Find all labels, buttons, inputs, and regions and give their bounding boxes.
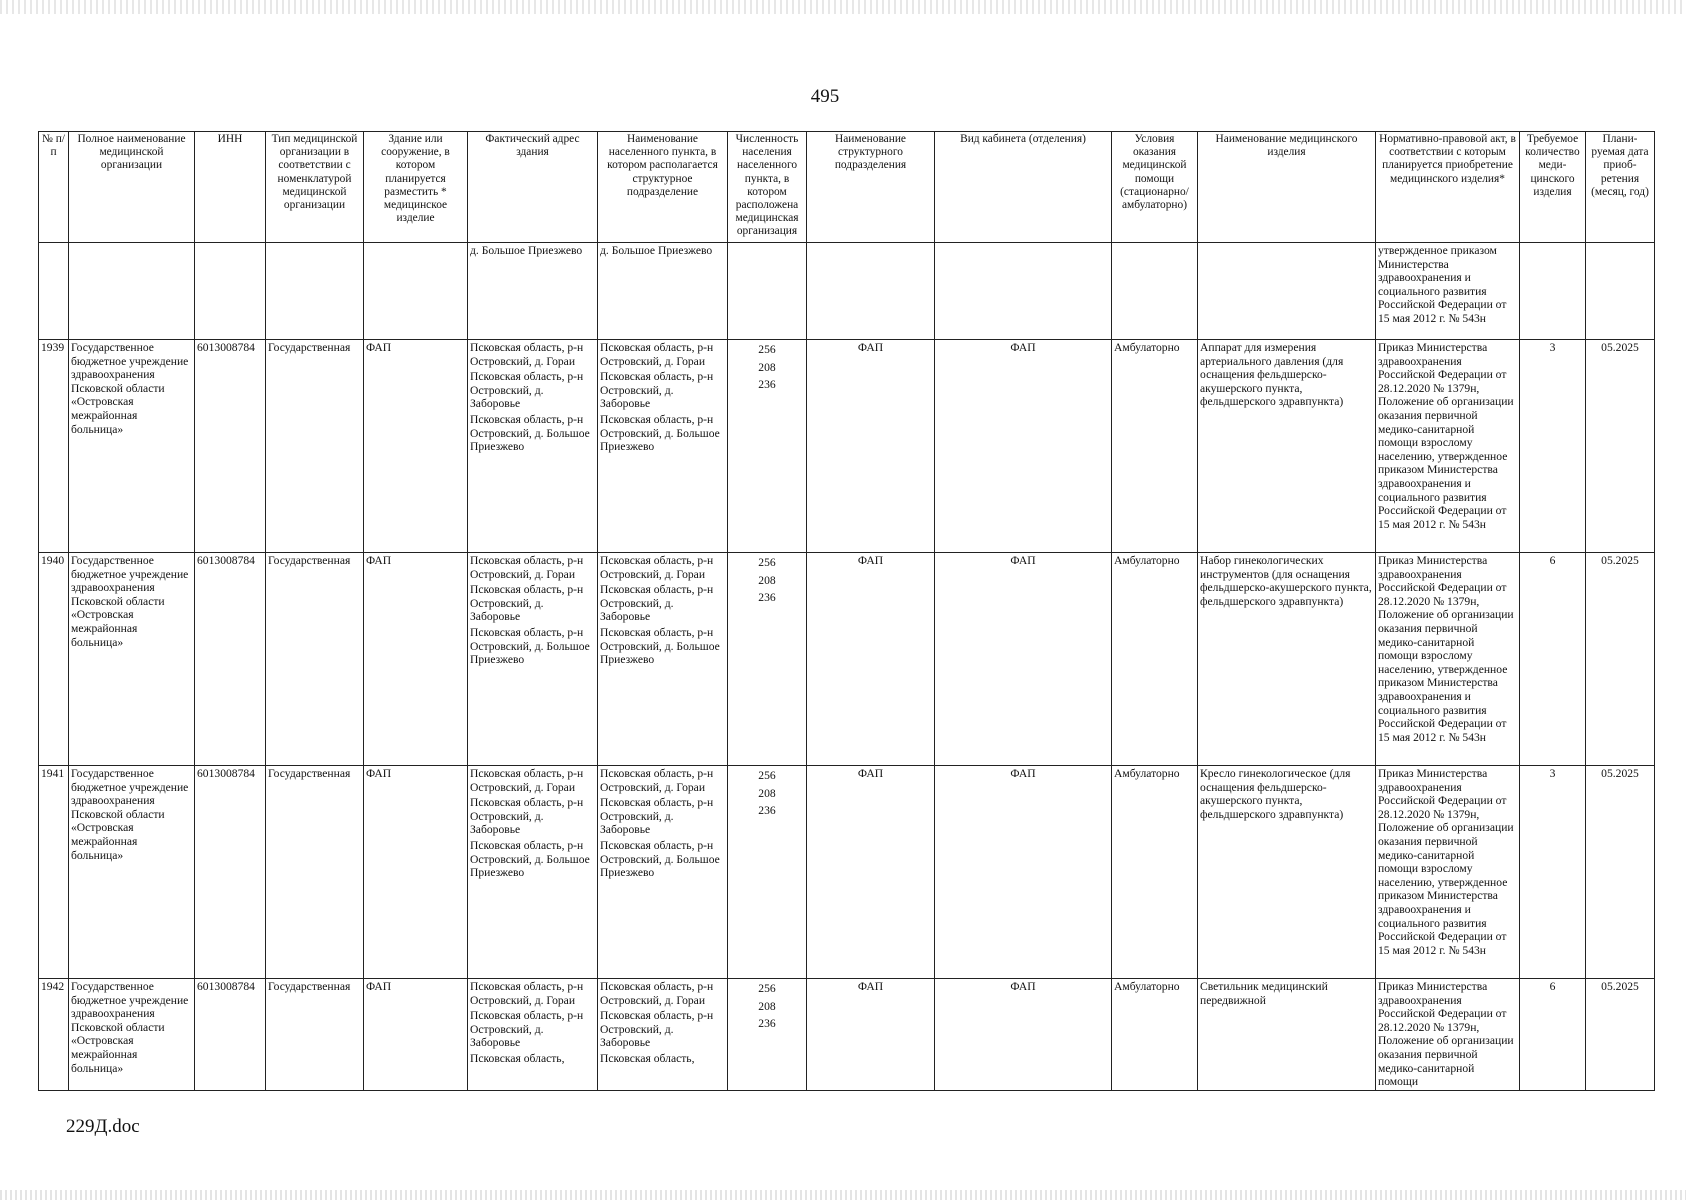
cell-unit: ФАП	[807, 766, 935, 979]
cell-conditions: Амбулаторно	[1112, 553, 1198, 766]
table-row	[39, 340, 1655, 553]
cell-quantity: 6	[1520, 979, 1586, 1091]
address-item: Псковская область, р-н Островский, д. Заборовье	[470, 583, 584, 624]
cell-inn	[195, 243, 266, 340]
cell-unit: ФАП	[807, 340, 935, 553]
table-row	[39, 766, 1655, 979]
column-header: № п/п	[39, 132, 69, 243]
cell-num: 1939	[39, 340, 69, 553]
table-header	[39, 132, 1655, 243]
settlement-item: Псковская область, р-н Островский, д. Гораи	[600, 341, 714, 368]
procurement-table	[38, 131, 1655, 1091]
column-header: Наименование медицинского изделия	[1198, 132, 1376, 243]
cell-settlement	[598, 766, 728, 979]
column-header: Наименование населенного пункта, в котором располагается структурное подразделение	[598, 132, 728, 243]
cell-address	[468, 340, 598, 553]
column-header: Здание или сооружение, в котором планируется разместить * медицинское изделие	[364, 132, 468, 243]
cell-address	[468, 979, 598, 1091]
population-value: 236	[758, 804, 776, 817]
cell-date: 05.2025	[1586, 340, 1655, 553]
cell-type: Государственная	[266, 553, 364, 766]
cell-legal-act: Приказ Министерства здравоохранения Российской Федерации от 28.12.2020 № 1379н, Положение об организации оказания первичной медико-санитарной помощи взрослому населению, утвержденное приказом Министерства здравоохранения и социального развития Российской Федерации от 15 мая 2012 г. № 543н	[1376, 553, 1520, 766]
cell-legal-act: Приказ Министерства здравоохранения Российской Федерации от 28.12.2020 № 1379н, Положение об организации оказания первичной медико-санитарной помощи	[1376, 979, 1520, 1091]
scan-edge-bottom	[0, 1190, 1686, 1200]
address-item: Псковская область,	[470, 1051, 565, 1065]
settlement-item: Псковская область, р-н Островский, д. Большое Приезжево	[600, 412, 720, 454]
column-header: ИНН	[195, 132, 266, 243]
population-value: 256	[758, 982, 776, 995]
cell-settlement	[598, 553, 728, 766]
population-value: 208	[758, 573, 776, 587]
column-header: Условия оказания медицинской помощи (стационарно/ амбулаторно)	[1112, 132, 1198, 243]
settlement-item: Псковская область, р-н Островский, д. Большое Приезжево	[600, 838, 720, 880]
cell-type: Государственная	[266, 766, 364, 979]
cell-cabinet: ФАП	[935, 979, 1112, 1091]
column-header: Нормативно-правовой акт, в соответствии с которым планируется приобретение медицинского изделия*	[1376, 132, 1520, 243]
cell-cabinet: ФАП	[935, 553, 1112, 766]
population-value: 208	[758, 786, 776, 800]
population-value: 236	[758, 591, 776, 604]
population-value: 236	[758, 1017, 776, 1030]
cell-settlement	[598, 979, 728, 1091]
continuation-row	[39, 243, 1655, 340]
cell-legal-act: Приказ Министерства здравоохранения Российской Федерации от 28.12.2020 № 1379н, Положение об организации оказания первичной медико-санитарной помощи взрослому населению, утвержденное приказом Министерства здравоохранения и социального развития Российской Федерации от 15 мая 2012 г. № 543н	[1376, 340, 1520, 553]
address-item: Псковская область, р-н Островский, д. Гораи	[470, 767, 584, 794]
cell-org	[69, 243, 195, 340]
column-header: Наименование структурного подразделения	[807, 132, 935, 243]
cell-inn: 6013008784	[195, 340, 266, 553]
column-header: Численность населения населенного пункта, в котором расположена медицинская организация	[728, 132, 807, 243]
column-header: Полное наименование медицинской организации	[69, 132, 195, 243]
cell-type: Государственная	[266, 340, 364, 553]
cell-population	[728, 340, 807, 553]
table-row	[39, 979, 1655, 1091]
cell-address	[468, 553, 598, 766]
cell-building: ФАП	[364, 553, 468, 766]
cell-population	[728, 553, 807, 766]
settlement-item: Псковская область,	[600, 1051, 695, 1065]
column-header: Тип медицинской организации в соответствии с номенклатурой медицинской организации	[266, 132, 364, 243]
cell-org: Государственное бюджетное учреждение здравоохранения Псковской области «Островская межрайонная больница»	[69, 553, 195, 766]
cell-settlement	[598, 340, 728, 553]
cell-org: Государственное бюджетное учреждение здравоохранения Псковской области «Островская межрайонная больница»	[69, 766, 195, 979]
cell-cabinet	[935, 243, 1112, 340]
address-item: Псковская область, р-н Островский, д. Гораи	[470, 341, 584, 368]
population-value: 236	[758, 378, 776, 391]
address-item: Псковская область, р-н Островский, д. Большое Приезжево	[470, 412, 590, 454]
cell-inn: 6013008784	[195, 766, 266, 979]
settlement-item: Псковская область, р-н Островский, д. Заборовье	[600, 583, 714, 624]
cell-cabinet: ФАП	[935, 766, 1112, 979]
cell-building: ФАП	[364, 766, 468, 979]
cell-building: ФАП	[364, 340, 468, 553]
cell-org: Государственное бюджетное учреждение здравоохранения Псковской области «Островская межрайонная больница»	[69, 340, 195, 553]
cell-settlement: д. Большое Приезжево	[598, 243, 728, 340]
cell-population	[728, 243, 807, 340]
cell-device: Набор гинекологических инструментов (для оснащения фельдшерско-акушерского пункта, фельдшерского здравпункта)	[1198, 553, 1376, 766]
population-value: 256	[758, 343, 776, 356]
cell-date	[1586, 243, 1655, 340]
cell-org: Государственное бюджетное учреждение здравоохранения Псковской области «Островская межрайонная больница»	[69, 979, 195, 1091]
table-row	[39, 553, 1655, 766]
population-value: 208	[758, 999, 776, 1013]
cell-quantity: 3	[1520, 340, 1586, 553]
footer-filename: 229Д.doc	[66, 1116, 140, 1137]
cell-legal-act: утвержденное приказом Министерства здравоохранения и социального развития Российской Федерации от 15 мая 2012 г. № 543н	[1376, 243, 1520, 340]
table-body	[39, 243, 1655, 1091]
cell-unit: ФАП	[807, 979, 935, 1091]
address-item: Псковская область, р-н Островский, д. Заборовье	[470, 796, 584, 837]
settlement-item: Псковская область, р-н Островский, д. Заборовье	[600, 796, 714, 837]
address-item: Псковская область, р-н Островский, д. Большое Приезжево	[470, 838, 590, 880]
settlement-item: Псковская область, р-н Островский, д. Гораи	[600, 980, 714, 1007]
column-header: Фактический адрес здания	[468, 132, 598, 243]
cell-cabinet: ФАП	[935, 340, 1112, 553]
cell-inn: 6013008784	[195, 979, 266, 1091]
address-item: Псковская область, р-н Островский, д. Гораи	[470, 980, 584, 1007]
cell-device	[1198, 243, 1376, 340]
cell-quantity: 6	[1520, 553, 1586, 766]
population-value: 256	[758, 556, 776, 569]
cell-date: 05.2025	[1586, 979, 1655, 1091]
population-value: 208	[758, 360, 776, 374]
cell-conditions	[1112, 243, 1198, 340]
cell-building: ФАП	[364, 979, 468, 1091]
cell-type: Государственная	[266, 979, 364, 1091]
cell-population	[728, 766, 807, 979]
cell-device: Аппарат для измерения артериального давления (для оснащения фельдшерско-акушерского пункта, фельдшерского здравпункта)	[1198, 340, 1376, 553]
cell-unit	[807, 243, 935, 340]
address-item: Псковская область, р-н Островский, д. Заборовье	[470, 1009, 584, 1050]
cell-quantity	[1520, 243, 1586, 340]
settlement-item: Псковская область, р-н Островский, д. Заборовье	[600, 370, 714, 411]
header-row	[39, 132, 1655, 243]
cell-address	[468, 766, 598, 979]
cell-inn: 6013008784	[195, 553, 266, 766]
cell-date: 05.2025	[1586, 766, 1655, 979]
scan-edge-top	[0, 0, 1686, 14]
cell-conditions: Амбулаторно	[1112, 340, 1198, 553]
cell-num: 1942	[39, 979, 69, 1091]
cell-date: 05.2025	[1586, 553, 1655, 766]
settlement-item: Псковская область, р-н Островский, д. Заборовье	[600, 1009, 714, 1050]
cell-address: д. Большое Приезжево	[468, 243, 598, 340]
settlement-item: Псковская область, р-н Островский, д. Большое Приезжево	[600, 625, 720, 667]
cell-num	[39, 243, 69, 340]
cell-conditions: Амбулаторно	[1112, 766, 1198, 979]
cell-num: 1941	[39, 766, 69, 979]
settlement-item: Псковская область, р-н Островский, д. Гораи	[600, 767, 714, 794]
cell-legal-act: Приказ Министерства здравоохранения Российской Федерации от 28.12.2020 № 1379н, Положение об организации оказания первичной медико-санитарной помощи взрослому населению, утвержденное приказом Министерства здравоохранения и социального развития Российской Федерации от 15 мая 2012 г. № 543н	[1376, 766, 1520, 979]
column-header: Плани- руемая дата приоб- ретения (месяц, год)	[1586, 132, 1655, 243]
population-value: 256	[758, 769, 776, 782]
cell-quantity: 3	[1520, 766, 1586, 979]
column-header: Требуемое количество меди- цинского изделия	[1520, 132, 1586, 243]
cell-device: Светильник медицинский передвижной	[1198, 979, 1376, 1091]
settlement-item: Псковская область, р-н Островский, д. Гораи	[600, 554, 714, 581]
cell-device: Кресло гинекологическое (для оснащения фельдшерско-акушерского пункта, фельдшерского здравпункта)	[1198, 766, 1376, 979]
cell-type	[266, 243, 364, 340]
cell-num: 1940	[39, 553, 69, 766]
cell-population	[728, 979, 807, 1091]
cell-building	[364, 243, 468, 340]
page-number: 495	[810, 86, 840, 107]
address-item: Псковская область, р-н Островский, д. Заборовье	[470, 370, 584, 411]
cell-conditions: Амбулаторно	[1112, 979, 1198, 1091]
column-header: Вид кабинета (отделения)	[935, 132, 1112, 243]
cell-unit: ФАП	[807, 553, 935, 766]
address-item: Псковская область, р-н Островский, д. Большое Приезжево	[470, 625, 590, 667]
address-item: Псковская область, р-н Островский, д. Гораи	[470, 554, 584, 581]
